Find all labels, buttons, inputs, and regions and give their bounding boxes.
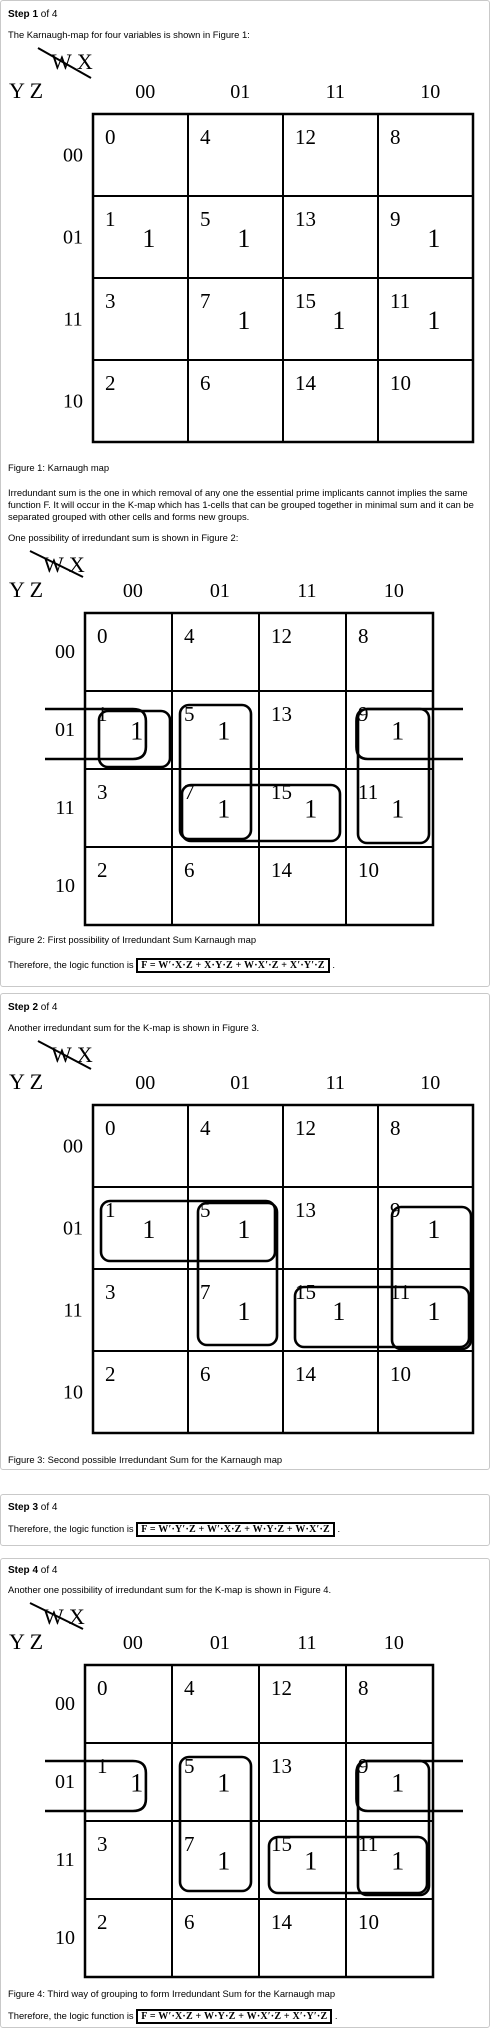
column-header: 10 — [383, 580, 404, 602]
cell-number: 15 — [271, 1832, 292, 1856]
irredundant-paragraph: Irredundant sum is the one in which removal of any one the essential prime implicants cannot implies the same function F. It will occur in the K-map which has 1-cells that can be grouped together in minimal sum and it can be separated grouped with other cells and forms new groups. — [8, 487, 474, 522]
step-4-answer: Therefore, the logic function is F = W′·X·Z + W·Y·Z + W·X′·Z + X′·Y′·Z . — [8, 2010, 338, 2022]
step-3-answer: Therefore, the logic function is F = W′·Y′·Z + W′·X·Z + W·Y·Z + W·X′·Z . — [8, 1523, 341, 1535]
cell-number: 14 — [295, 371, 316, 395]
cell-one: 1 — [237, 1214, 251, 1244]
step-4-answer-box: F = W′·X·Z + W·Y·Z + W·X′·Z + X′·Y′·Z — [136, 2009, 332, 2024]
step-2-card — [0, 993, 490, 1470]
column-header: 00 — [122, 580, 143, 602]
cell-one: 1 — [427, 1214, 441, 1244]
cell-one: 1 — [391, 794, 405, 824]
group-loop — [295, 1287, 469, 1347]
cell-number: 10 — [358, 858, 379, 882]
cell-number: 1 — [105, 1198, 116, 1222]
cell-number: 13 — [295, 1198, 316, 1222]
cell-number: 7 — [200, 1280, 211, 1304]
cell-number: 13 — [295, 207, 316, 231]
cell-number: 8 — [390, 1116, 401, 1140]
step-1-answer-box: F = W′·X·Z + X·Y·Z + W·X′·Z + X′·Y′·Z — [136, 958, 330, 973]
cell-one: 1 — [217, 1768, 231, 1798]
cell-one: 1 — [217, 716, 231, 746]
cell-number: 12 — [271, 624, 292, 648]
kmap-figure-1 — [1, 46, 481, 456]
step-3-answer-box: F = W′·Y′·Z + W′·X·Z + W·Y·Z + W·X′·Z — [136, 1522, 335, 1537]
cell-number: 15 — [271, 780, 292, 804]
cell-number: 9 — [390, 1198, 401, 1222]
cell-number: 9 — [358, 702, 369, 726]
cell-one: 1 — [217, 794, 231, 824]
row-header: 00 — [55, 1693, 75, 1716]
cell-one: 1 — [332, 1296, 346, 1326]
possibility-text: One possibility of irredundant sum is shown in Figure 2: — [8, 532, 239, 543]
kmap-figure-2 — [1, 549, 481, 929]
cell-number: 0 — [105, 1116, 116, 1140]
yz-variable-label: Y Z — [9, 1069, 44, 1094]
cell-one: 1 — [217, 1846, 231, 1876]
row-header: 11 — [55, 1849, 75, 1872]
step-1-answer: Therefore, the logic function is F = W′·X·Z + X·Y·Z + W·X′·Z + X′·Y′·Z . — [8, 959, 335, 971]
cell-one: 1 — [427, 223, 441, 253]
cell-number: 5 — [200, 207, 211, 231]
step-2-header: Step 2 of 4 — [8, 1002, 58, 1013]
step-1-intro: The Karnaugh-map for four variables is shown in Figure 1: — [8, 29, 250, 40]
cell-number: 12 — [271, 1676, 292, 1700]
yz-variable-label: Y Z — [9, 78, 44, 103]
row-header: 10 — [55, 1927, 75, 1950]
cell-number: 3 — [105, 1280, 116, 1304]
cell-number: 9 — [358, 1754, 369, 1778]
cell-number: 12 — [295, 125, 316, 149]
cell-number: 15 — [295, 1280, 316, 1304]
cell-number: 15 — [295, 289, 316, 313]
cell-number: 3 — [97, 1832, 108, 1856]
cell-number: 4 — [184, 1676, 195, 1700]
cell-number: 11 — [390, 1280, 411, 1304]
cell-number: 5 — [200, 1198, 211, 1222]
wx-variable-label: W X — [51, 1042, 93, 1067]
row-header: 00 — [55, 641, 75, 664]
yz-variable-label: Y Z — [9, 1629, 44, 1654]
kmap-figure-3 — [1, 1039, 481, 1439]
row-header: 01 — [55, 1771, 75, 1794]
cell-number: 14 — [271, 858, 292, 882]
cell-number: 1 — [97, 1754, 108, 1778]
cell-number: 9 — [390, 207, 401, 231]
cell-one: 1 — [304, 1846, 318, 1876]
row-header: 11 — [63, 1299, 83, 1322]
cell-number: 2 — [105, 1362, 116, 1386]
cell-number: 11 — [358, 780, 379, 804]
column-header: 11 — [325, 81, 345, 103]
step-2-intro: Another irredundant sum for the K-map is shown in Figure 3. — [8, 1022, 260, 1033]
column-header: 00 — [135, 1072, 156, 1094]
column-header: 10 — [420, 1072, 441, 1094]
cell-one: 1 — [427, 1296, 441, 1326]
row-header: 00 — [63, 144, 83, 167]
row-header: 10 — [63, 390, 83, 413]
cell-number: 14 — [271, 1910, 292, 1934]
row-header: 10 — [63, 1381, 83, 1404]
cell-number: 13 — [271, 702, 292, 726]
cell-number: 6 — [184, 1910, 195, 1934]
cell-number: 4 — [184, 624, 195, 648]
cell-one: 1 — [142, 1214, 156, 1244]
cell-one: 1 — [142, 223, 156, 253]
column-header: 10 — [383, 1632, 404, 1654]
cell-one: 1 — [391, 716, 405, 746]
step-4-header: Step 4 of 4 — [8, 1565, 58, 1576]
figure-1-caption: Figure 1: Karnaugh map — [8, 462, 110, 473]
cell-one: 1 — [332, 305, 346, 335]
wx-variable-label: W X — [51, 49, 93, 74]
cell-number: 13 — [271, 1754, 292, 1778]
yz-variable-label: Y Z — [9, 577, 44, 602]
cell-number: 8 — [358, 1676, 369, 1700]
cell-number: 8 — [358, 624, 369, 648]
cell-number: 10 — [358, 1910, 379, 1934]
cell-number: 0 — [97, 1676, 108, 1700]
cell-number: 7 — [184, 1832, 195, 1856]
cell-number: 4 — [200, 125, 211, 149]
row-header: 01 — [63, 1217, 83, 1240]
cell-number: 7 — [184, 780, 195, 804]
cell-one: 1 — [130, 716, 144, 746]
cell-number: 1 — [97, 702, 108, 726]
cell-one: 1 — [130, 1768, 144, 1798]
cell-number: 2 — [105, 371, 116, 395]
cell-number: 10 — [390, 371, 411, 395]
cell-one: 1 — [237, 223, 251, 253]
cell-one: 1 — [237, 305, 251, 335]
wx-variable-label: W X — [43, 1604, 85, 1629]
cell-one: 1 — [391, 1768, 405, 1798]
cell-number: 11 — [390, 289, 411, 313]
cell-one: 1 — [237, 1296, 251, 1326]
cell-number: 2 — [97, 858, 108, 882]
column-header: 00 — [122, 1632, 143, 1654]
cell-number: 0 — [105, 125, 116, 149]
wrap-group-right — [356, 709, 463, 759]
row-header: 01 — [63, 226, 83, 249]
cell-number: 14 — [295, 1362, 316, 1386]
row-header: 11 — [63, 308, 83, 331]
cell-number: 0 — [97, 624, 108, 648]
cell-number: 3 — [105, 289, 116, 313]
row-header: 01 — [55, 719, 75, 742]
cell-number: 4 — [200, 1116, 211, 1140]
cell-number: 6 — [200, 1362, 211, 1386]
cell-number: 6 — [200, 371, 211, 395]
step-3-header: Step 3 of 4 — [8, 1502, 58, 1513]
row-header: 11 — [55, 797, 75, 820]
cell-number: 2 — [97, 1910, 108, 1934]
figure-2-caption: Figure 2: First possibility of Irredundant Sum Karnaugh map — [8, 934, 257, 945]
cell-number: 1 — [105, 207, 116, 231]
cell-number: 10 — [390, 1362, 411, 1386]
column-header: 01 — [230, 1072, 251, 1094]
row-header: 10 — [55, 875, 75, 898]
cell-number: 8 — [390, 125, 401, 149]
cell-number: 12 — [295, 1116, 316, 1140]
cell-number: 5 — [184, 702, 195, 726]
cell-number: 5 — [184, 1754, 195, 1778]
cell-number: 11 — [358, 1832, 379, 1856]
column-header: 00 — [135, 81, 156, 103]
row-header: 00 — [63, 1135, 83, 1158]
cell-one: 1 — [391, 1846, 405, 1876]
column-header: 11 — [297, 1632, 317, 1654]
cell-number: 6 — [184, 858, 195, 882]
step-1-header: Step 1 of 4 — [8, 9, 58, 20]
wx-variable-label: W X — [43, 552, 85, 577]
column-header: 11 — [325, 1072, 345, 1094]
cell-number: 3 — [97, 780, 108, 804]
step-4-intro: Another one possibility of irredundant sum for the K-map is shown in Figure 4. — [8, 1584, 332, 1595]
column-header: 11 — [297, 580, 317, 602]
column-header: 10 — [420, 81, 441, 103]
column-header: 01 — [230, 81, 251, 103]
kmap-figure-4 — [1, 1601, 481, 1986]
column-header: 01 — [209, 1632, 230, 1654]
wrap-group-right — [356, 1761, 463, 1811]
cell-number: 7 — [200, 289, 211, 313]
cell-one: 1 — [427, 305, 441, 335]
figure-3-caption: Figure 3: Second possible Irredundant Sum for the Karnaugh map — [8, 1454, 283, 1465]
cell-one: 1 — [304, 794, 318, 824]
step-1-card — [0, 0, 490, 987]
figure-4-caption: Figure 4: Third way of grouping to form Irredundant Sum for the Karnaugh map — [8, 1988, 336, 1999]
column-header: 01 — [209, 580, 230, 602]
step-4-card — [0, 1558, 490, 2028]
step-3-card — [0, 1494, 490, 1546]
